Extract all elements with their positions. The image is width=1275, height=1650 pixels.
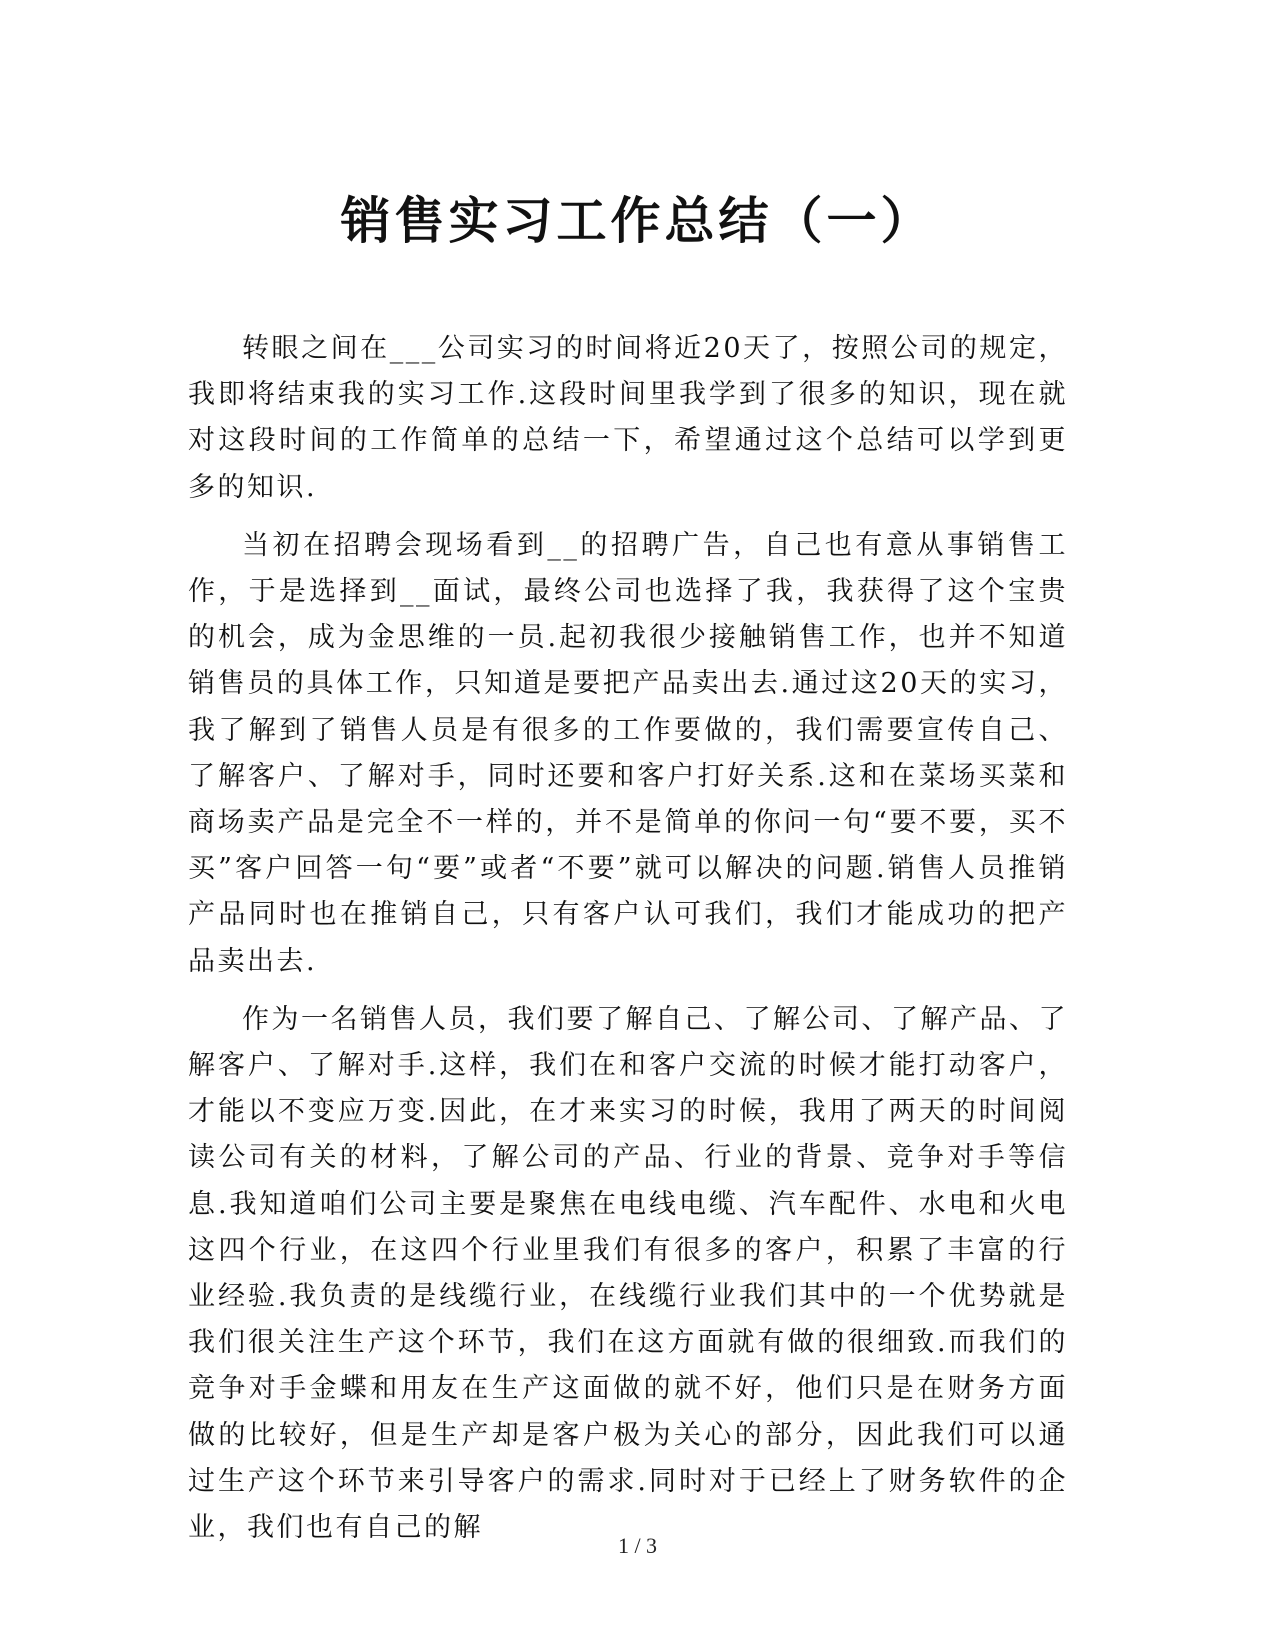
- paragraph-1: 转眼之间在___公司实习的时间将近20天了，按照公司的规定，我即将结束我的实习工作.这段时间里我学到了很多的知识，现在就对这段时间的工作简单的总结一下，希望通过这个总结可以学到更多的知识.: [188, 333, 1068, 503]
- paragraph-3: 作为一名销售人员，我们要了解自己、了解公司、了解产品、了解客户、了解对手.这样，我们在和客户交流的时候才能打动客户，才能以不变应万变.因此，在才来实习的时候，我用了两天的时间阅读公司有关的材料，了解公司的产品、行业的背景、竞争对手等信息.我知道咱们公司主要是聚焦在电线电缆、汽车配件、水电和火电这四个行业，在这四个行业里我们有很多的客户，积累了丰富的行业经验.我负责的是线缆行业，在线缆行业我们其中的一个优势就是我们很关注生产这个环节，我们在这方面就有做的很细致.而我们的竞争对手金蝶和用友在生产这面做的就不好，他们只是在财务方面做的比较好，但是生产却是客户极为关心的部分，因此我们可以通过生产这个环节来引导客户的需求.同时对于已经上了财务软件的企业，我们也有自己的解: [188, 1003, 1068, 1544]
- page-number: 1 / 3: [617, 1533, 658, 1558]
- paragraph-2: 当初在招聘会现场看到__的招聘广告，自己也有意从事销售工作，于是选择到__面试，最终公司也选择了我，我获得了这个宝贵的机会，成为金思维的一员.起初我很少接触销售工作，也并不知道销售员的具体工作，只知道是要把产品卖出去.通过这20天的实习，我了解到了销售人员是有很多的工作要做的，我们需要宣传自己、了解客户、了解对手，同时还要和客户打好关系.这和在菜场买菜和商场卖产品是完全不一样的，并不是简单的你问一句“要不要，买不买”客户回答一句“要”或者“不要”就可以解决的问题.销售人员推销产品同时也在推销自己，只有客户认可我们，我们才能成功的把产品卖出去.: [188, 529, 1068, 977]
- document-title: 销售实习工作总结（一）: [340, 190, 935, 250]
- document-body: [188, 326, 1068, 1563]
